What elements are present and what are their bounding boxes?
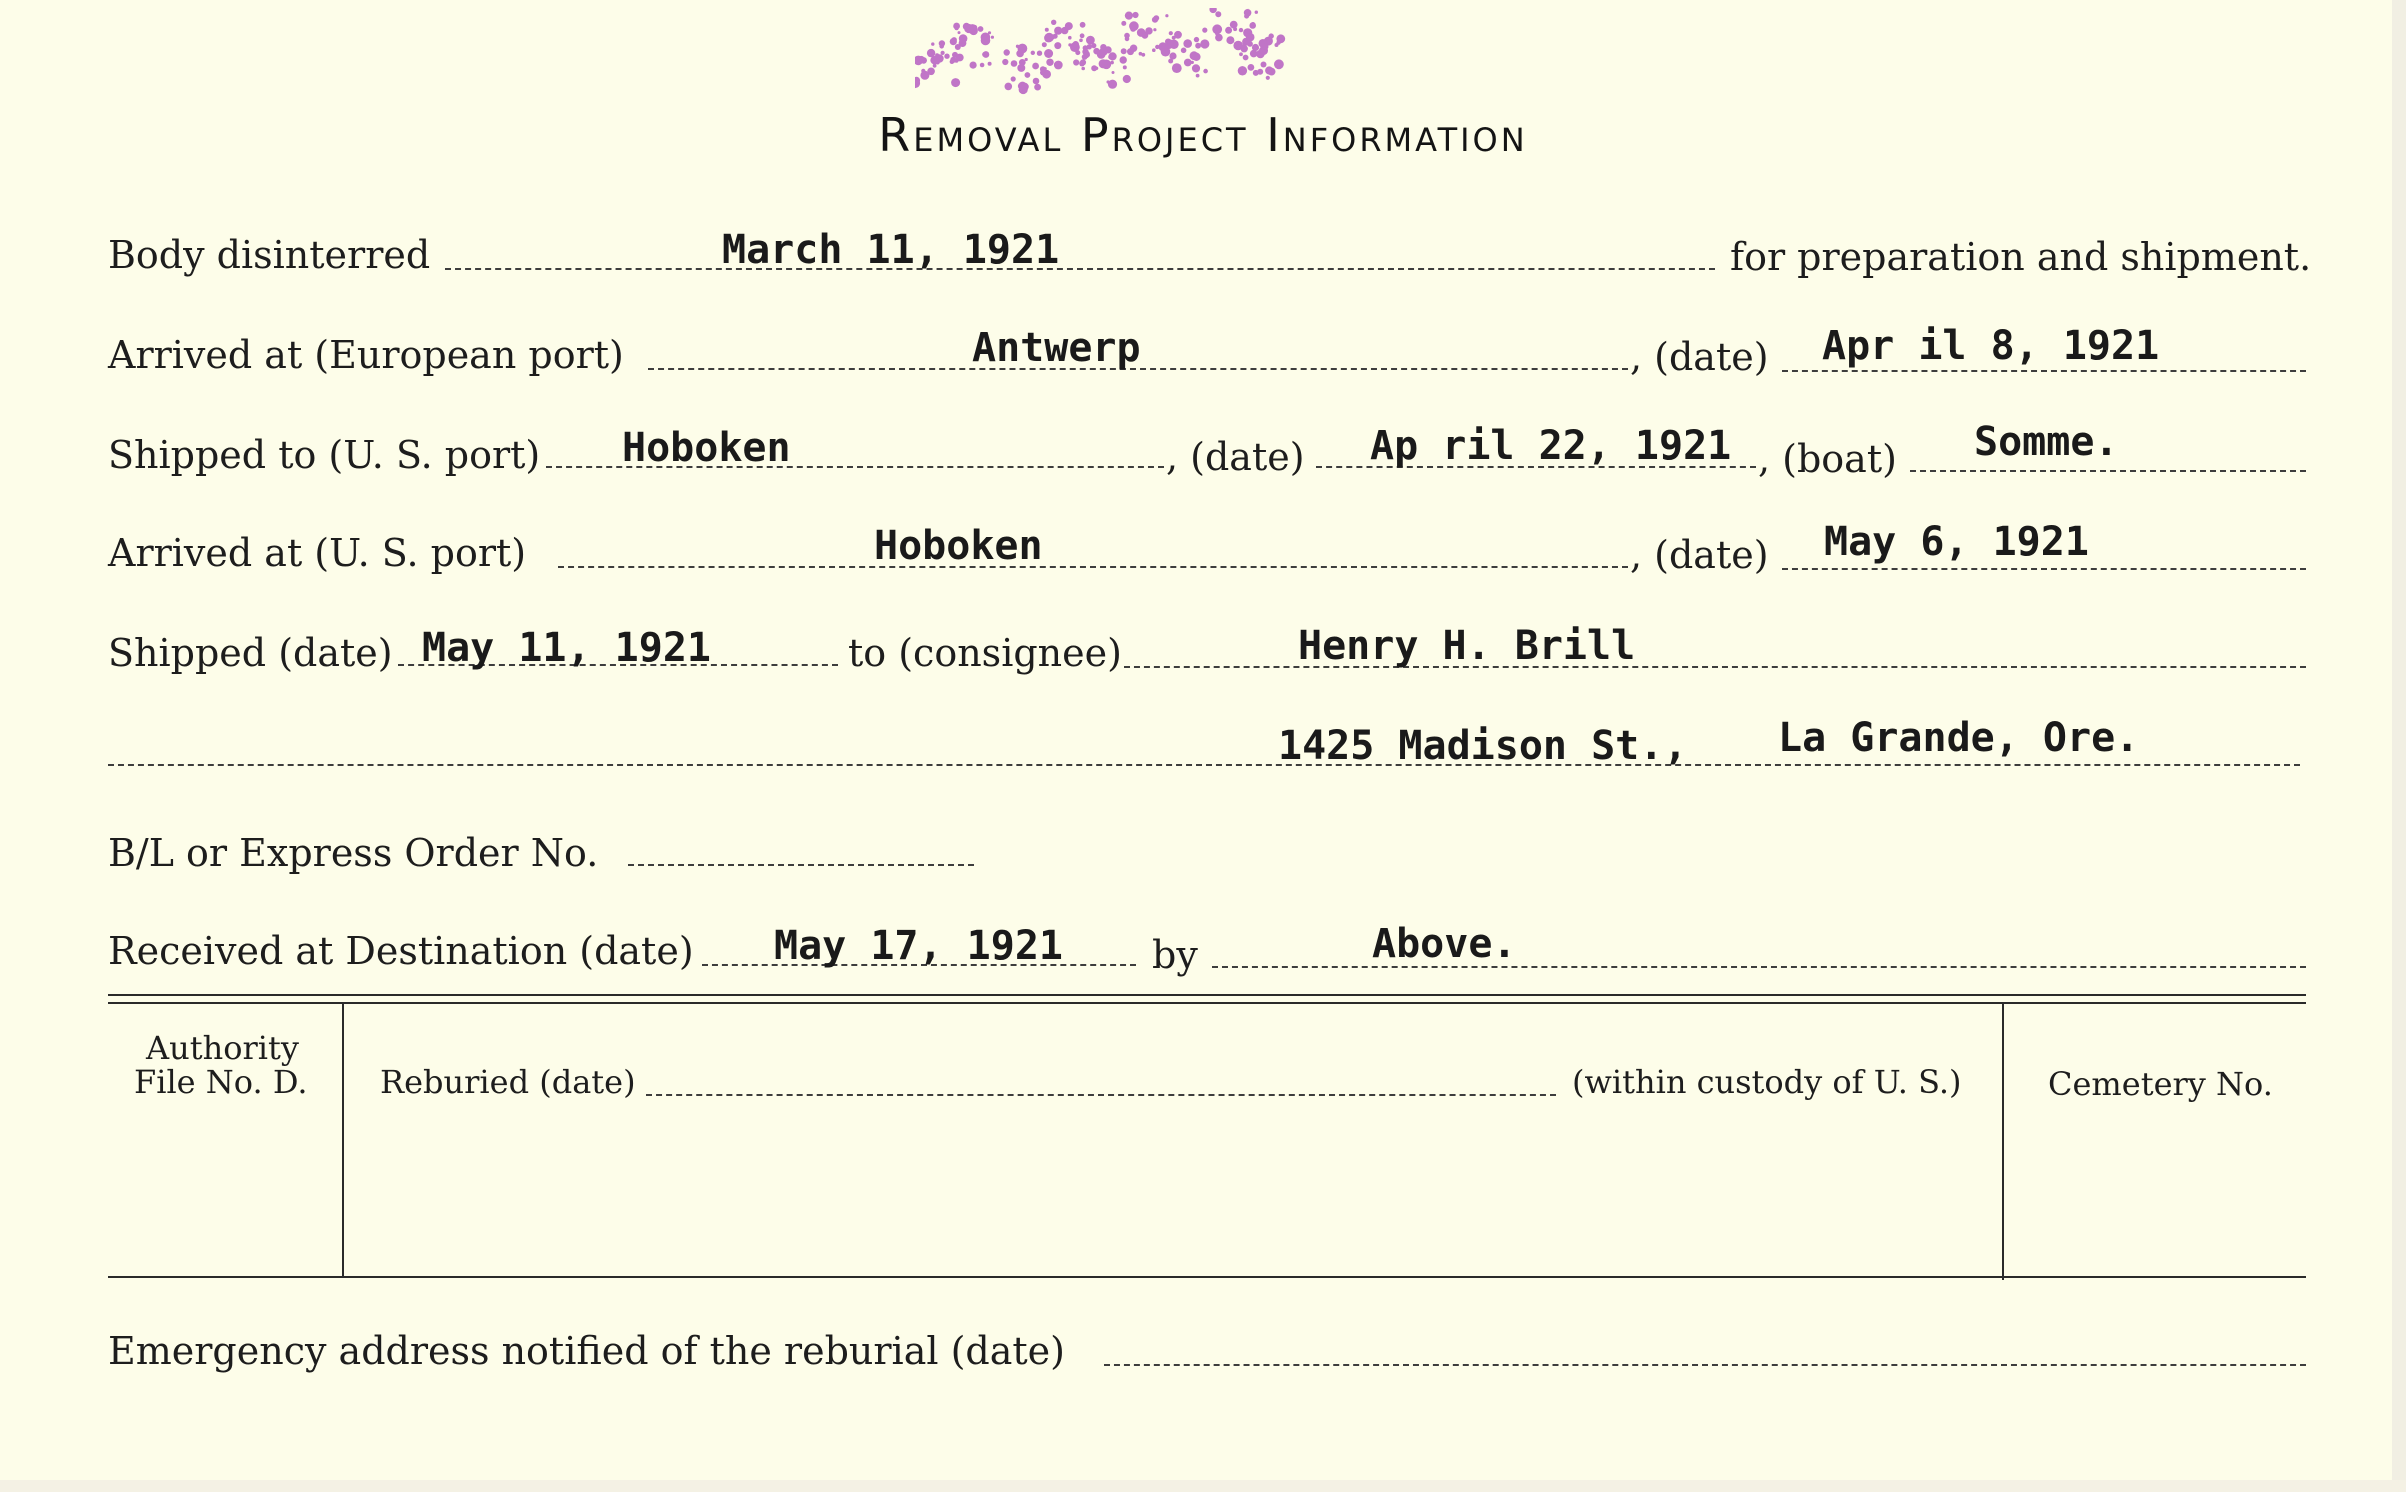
- stamp-speck: [1099, 47, 1107, 55]
- stamp-speck: [1137, 28, 1146, 37]
- stamp-speck: [931, 42, 934, 45]
- stamp-speck: [1200, 39, 1209, 48]
- stamp-speck: [1184, 59, 1192, 67]
- page-title: Removal Project Information: [878, 108, 1528, 162]
- emergency-line: [1104, 1364, 2306, 1366]
- stamp-speck: [1239, 52, 1243, 56]
- shipped-us-date-label: , (date): [1166, 435, 1305, 479]
- stamp-speck: [1265, 66, 1273, 74]
- shipped-date-label: Shipped (date): [108, 631, 393, 675]
- stamp-speck: [1016, 45, 1019, 48]
- stamp-speck: [1125, 12, 1133, 20]
- stamp-speck: [1073, 59, 1079, 65]
- stamp-speck: [1018, 83, 1025, 90]
- stamp-speck: [1196, 74, 1200, 78]
- stamp-speck: [956, 54, 964, 62]
- stamp-speck: [1152, 48, 1156, 52]
- stamp-speck: [1174, 31, 1182, 39]
- stamp-speck: [1238, 66, 1247, 75]
- stamp-speck: [1183, 39, 1192, 48]
- stamp-speck: [1037, 51, 1042, 56]
- stamp-speck: [941, 51, 945, 55]
- stamp-speck: [1051, 20, 1056, 25]
- stamp-speck: [950, 38, 957, 45]
- stamp-speck: [1192, 56, 1195, 59]
- authority-label-2: File No. D.: [134, 1063, 308, 1101]
- authority-label-1: Authority: [146, 1029, 299, 1067]
- stamp-speck: [1031, 51, 1035, 55]
- box-top-rule-1: [108, 994, 2306, 996]
- stamp-speck: [1246, 33, 1255, 42]
- stamp-speck: [1034, 84, 1041, 91]
- stamp-speck: [982, 52, 987, 57]
- stamp-speck: [951, 78, 960, 87]
- stamp-speck: [1166, 51, 1169, 54]
- stamp-speck: [1226, 36, 1234, 44]
- arrived-us-port-line: [558, 566, 1628, 568]
- stamp-speck: [963, 23, 970, 30]
- stamp-speck: [1145, 27, 1152, 34]
- stamp-speck: [1068, 43, 1071, 46]
- stamp-speck: [1091, 65, 1097, 71]
- stamp-speck: [1160, 44, 1163, 47]
- stamp-speck: [920, 71, 929, 80]
- shipped-us-label: Shipped to (U. S. port): [108, 433, 541, 477]
- cemetery-label: Cemetery No.: [2048, 1065, 2273, 1103]
- reburied-line: [646, 1094, 1556, 1096]
- stamp-speck: [1079, 39, 1083, 43]
- stamp-speck: [1129, 21, 1139, 31]
- custody-label: (within custody of U. S.): [1572, 1063, 1962, 1101]
- stamp-speck: [1081, 67, 1085, 71]
- stamp-speck: [1120, 56, 1127, 63]
- box-bottom-rule: [108, 1276, 2306, 1278]
- shipped-us-port: Hoboken: [622, 425, 791, 471]
- stamp-speck: [1261, 62, 1267, 68]
- stamp-speck: [1086, 53, 1090, 57]
- stamp-speck: [1025, 58, 1028, 61]
- box-divider-left: [342, 1004, 344, 1276]
- shipped-us-boat: Somme.: [1974, 419, 2119, 465]
- shipped-us-boat-line: [1910, 470, 2306, 472]
- received-by-label: by: [1152, 933, 1198, 977]
- stamp-speck: [1274, 59, 1284, 69]
- stamp-speck: [1011, 60, 1018, 67]
- stamp-speck: [1042, 42, 1047, 47]
- purple-ink-stamp: [915, 8, 1305, 120]
- received-date: May 17, 1921: [774, 923, 1063, 969]
- arrived-us-date-label: , (date): [1630, 533, 1769, 577]
- stamp-speck: [1121, 21, 1126, 26]
- stamp-speck: [1016, 50, 1024, 58]
- card-edge-bottom: [0, 1480, 2406, 1492]
- bl-order-label: B/L or Express Order No.: [108, 831, 599, 875]
- stamp-speck: [1068, 36, 1072, 40]
- stamp-speck: [1045, 28, 1049, 32]
- stamp-speck: [978, 26, 984, 32]
- stamp-speck: [1153, 15, 1159, 21]
- stamp-speck: [1017, 64, 1025, 72]
- arrived-european-label: Arrived at (European port): [108, 333, 624, 377]
- stamp-speck: [1241, 45, 1248, 52]
- stamp-speck: [1002, 59, 1008, 65]
- stamp-speck: [1139, 52, 1143, 56]
- stamp-speck: [970, 62, 977, 69]
- stamp-speck: [950, 57, 956, 63]
- card-edge-right: [2392, 0, 2406, 1492]
- arrived-us-port: Hoboken: [874, 523, 1043, 569]
- stamp-speck: [1080, 22, 1086, 28]
- stamp-speck: [1004, 49, 1010, 55]
- stamp-speck: [959, 34, 968, 43]
- stamp-speck: [954, 26, 958, 30]
- stamp-speck: [991, 36, 994, 39]
- stamp-speck: [1181, 48, 1187, 54]
- shipped-us-boat-label: , (boat): [1758, 437, 1897, 481]
- stamp-speck: [1130, 45, 1137, 52]
- stamp-speck: [1065, 22, 1073, 30]
- address-line: [108, 764, 2300, 766]
- stamp-speck: [988, 31, 991, 34]
- stamp-speck: [918, 56, 925, 63]
- stamp-speck: [980, 63, 985, 68]
- arrived-us-label: Arrived at (U. S. port): [108, 531, 527, 575]
- stamp-speck: [939, 44, 944, 49]
- consignee-city: La Grande, Ore.: [1778, 715, 2140, 761]
- body-disinterred-suffix: for preparation and shipment.: [1730, 235, 2312, 279]
- stamp-speck: [1169, 31, 1173, 35]
- stamp-speck: [1112, 71, 1115, 74]
- consignee-address: 1425 Madison St.,: [1278, 723, 1688, 769]
- stamp-speck: [981, 36, 991, 46]
- stamp-speck: [1125, 37, 1130, 42]
- stamp-speck: [1194, 37, 1199, 42]
- stamp-speck: [1191, 61, 1194, 64]
- stamp-speck: [1153, 28, 1156, 31]
- stamp-speck: [958, 31, 961, 34]
- stamp-speck: [1032, 63, 1039, 70]
- stamp-speck: [1011, 76, 1016, 81]
- stamp-speck: [1249, 22, 1256, 29]
- stamp-speck: [1091, 43, 1096, 48]
- arrived-european-date-line: [1782, 370, 2306, 372]
- stamp-speck: [1080, 33, 1085, 38]
- stamp-speck: [1107, 80, 1110, 83]
- body-disinterred-date: March 11, 1921: [722, 227, 1060, 273]
- arrived-us-date-line: [1782, 568, 2306, 570]
- stamp-speck: [1044, 67, 1047, 70]
- stamp-speck: [1168, 59, 1173, 64]
- stamp-speck: [1054, 42, 1061, 49]
- consignee-label: to (consignee): [848, 631, 1122, 675]
- box-top-rule-2: [108, 1002, 2306, 1004]
- stamp-speck: [1167, 40, 1173, 46]
- stamp-speck: [1195, 43, 1201, 49]
- stamp-speck: [1033, 78, 1040, 85]
- received-label: Received at Destination (date): [108, 929, 694, 973]
- stamp-speck: [1165, 14, 1168, 17]
- stamp-speck: [1046, 59, 1053, 66]
- shipped-date: May 11, 1921: [422, 625, 711, 671]
- stamp-speck: [1215, 34, 1223, 42]
- arrived-european-date-label: , (date): [1630, 335, 1769, 379]
- stamp-speck: [1054, 61, 1063, 70]
- arrived-european-port: Antwerp: [972, 325, 1141, 371]
- reburied-label: Reburied (date): [380, 1063, 636, 1101]
- stamp-speck: [1080, 59, 1086, 65]
- stamp-speck: [1121, 48, 1127, 54]
- body-disinterred-line: [445, 268, 1715, 270]
- stamp-speck: [1025, 72, 1031, 78]
- stamp-speck: [1072, 41, 1079, 48]
- arrived-european-date: Apr il 8, 1921: [1822, 323, 2160, 369]
- stamp-speck: [988, 62, 992, 66]
- stamp-speck: [1099, 59, 1108, 68]
- stamp-speck: [1248, 64, 1255, 71]
- stamp-speck: [1244, 14, 1249, 19]
- stamp-speck: [1209, 8, 1216, 13]
- stamp-speck: [1087, 44, 1092, 49]
- stamp-speck: [1044, 49, 1053, 58]
- stamp-speck: [1262, 44, 1268, 50]
- stamp-speck: [1243, 55, 1249, 61]
- stamp-speck: [1075, 50, 1080, 55]
- stamp-speck: [955, 44, 961, 50]
- stamp-speck: [1192, 64, 1200, 72]
- stamp-speck: [1123, 65, 1127, 69]
- stamp-speck: [1040, 70, 1046, 76]
- received-by: Above.: [1372, 921, 1517, 967]
- consignee-name: Henry H. Brill: [1298, 623, 1636, 669]
- stamp-speck: [1123, 75, 1131, 83]
- shipped-us-date: Ap ril 22, 1921: [1370, 423, 1732, 469]
- stamp-speck: [1239, 28, 1243, 32]
- stamp-speck: [1172, 63, 1182, 73]
- stamp-speck: [944, 54, 949, 59]
- stamp-speck: [930, 58, 935, 63]
- stamp-speck: [1132, 12, 1138, 18]
- stamp-speck: [1202, 28, 1207, 33]
- stamp-speck: [1253, 70, 1259, 76]
- stamp-speck: [1266, 76, 1270, 80]
- stamp-speck: [1215, 11, 1221, 17]
- stamp-speck: [1109, 52, 1117, 60]
- stamp-speck: [1276, 41, 1280, 45]
- stamp-speck: [1255, 11, 1258, 14]
- stamp-speck: [1225, 27, 1232, 34]
- stamp-speck: [1045, 33, 1054, 42]
- arrived-us-date: May 6, 1921: [1824, 519, 2089, 565]
- stamp-speck: [1230, 21, 1238, 29]
- stamp-speck: [1203, 69, 1208, 74]
- bl-order-line: [628, 864, 974, 866]
- body-disinterred-label: Body disinterred: [108, 233, 431, 277]
- box-divider-right: [2002, 1004, 2004, 1280]
- stamp-speck: [1005, 83, 1013, 91]
- emergency-label: Emergency address notified of the reburial (date): [108, 1329, 1065, 1373]
